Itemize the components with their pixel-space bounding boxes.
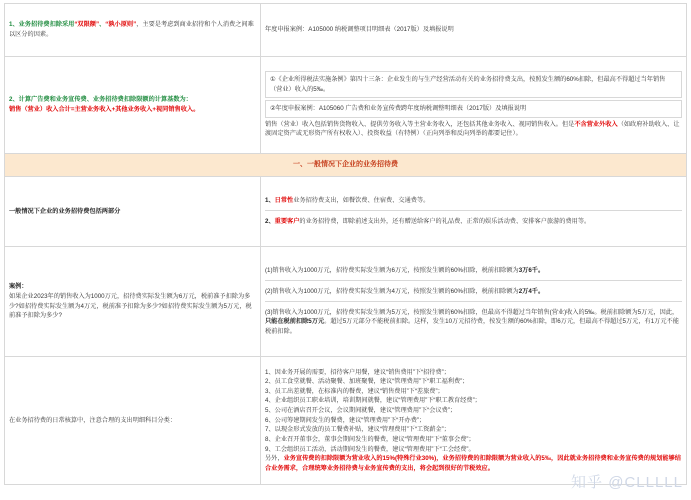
part-2 — [265, 213, 682, 231]
reference-text: ②年度申报案例：A105060 广告费和业务宣传费跨年度纳税调整明细表（2017版）及填报说明 — [265, 100, 682, 118]
highlight: 重要客户 — [274, 218, 300, 225]
highlight: 不含营业外收入 — [574, 120, 618, 128]
list-item: 7、以现金形式发放的员工餐费补贴，建议“管理费用”下“工资薪金”； — [265, 426, 450, 434]
cell-left: 在业务招待费的日常核算中，注意合理的支出明细科目分类： — [5, 357, 261, 485]
text: 销售（营业）收入包括销售货物收入、提供劳务收入等主营业务收入，还包括其他业务收入、视同销售收入。但是 — [265, 120, 575, 128]
item-number: 2、 — [265, 218, 275, 225]
case-label: 案例： — [9, 283, 28, 291]
cell-left — [5, 57, 261, 154]
text: 另外， — [265, 455, 284, 463]
text: 业务招待费支出，如餐饮费、住宿费、交通费等。 — [293, 197, 430, 205]
item-number: 1、 — [9, 21, 19, 29]
list-item: 3、员工出差就餐，在标准内的餐费，建议“销售费用”下“差旅费”； — [265, 387, 444, 395]
list-item: 1、因业务开展的需要，招待客户用餐，建议“销售费用”下“招待费”； — [265, 368, 450, 376]
cell-left — [5, 247, 261, 357]
section-title: 一、一般情况下企业的业务招待费 — [5, 154, 687, 177]
list-item: 2、员工食堂就餐、活动聚餐、加班聚餐，建议“管理费用”下“职工福利费”； — [265, 378, 469, 386]
cell-left: 一般情况下企业的业务招待费包括两部分 — [5, 177, 261, 247]
text: ，主要是考虑到商业招待和个人消费之间难以区分的因素。 — [9, 21, 254, 38]
text: (3)销售收入为1000万元，招待费实际发生额为5万元，按照发生额的60%扣除，但最高不得超过当年销售(营业)收入的5‰。税前扣除额为5万元，因此， — [265, 308, 679, 316]
cell-right — [261, 4, 687, 57]
cell-left — [5, 4, 261, 57]
result: 2万4千。 — [518, 288, 545, 296]
list-item: 4、企业组织员工职业培训，培训期间就餐，建议“管理费用”下“职工教育经费”； — [265, 397, 481, 405]
list-item: 6、公司筹建期间发生的餐费，建议“管理费用”下“开办费”； — [265, 416, 426, 424]
text: 的业务招待费，即除前述支出外，还有赠送给客户的礼品费、正常的娱乐活动费、安排客户旅游的费用等。 — [299, 218, 591, 225]
case-answer-2 — [265, 283, 682, 302]
highlight: “孰小原则” — [105, 21, 137, 29]
case-answer-1 — [265, 262, 682, 281]
case-answer-3 — [265, 304, 682, 341]
row-double-limit — [5, 4, 687, 57]
list-item: 9、工会组织员工活动，活动期间发生的餐费，建议“管理费用”下“工会经费”。 — [265, 445, 475, 453]
list-item: 5、公司在酒店召开会议，会议期间就餐，建议“管理费用”下“会议费”； — [265, 407, 457, 415]
item-number: 1、 — [265, 197, 275, 205]
text: 、 — [99, 21, 106, 29]
text: （如政府补助收入、让渡固定资产或无形资产所有权收入）、投资收益（有特例）（正向列举和反向列举的都要记住）。 — [265, 120, 680, 138]
tax-table — [4, 3, 687, 485]
income-text — [265, 120, 682, 139]
list-item: 8、企业召开董事会，董事会期间发生的餐费，建议“管理费用”下“董事会费”； — [265, 435, 475, 443]
highlight: 日常性 — [274, 197, 294, 205]
formula: 销售（营业）收入合计=主营业务收入+其他业务收入+视同销售收入。 — [9, 106, 200, 113]
text: 业务招待费扣除采用 — [18, 21, 75, 29]
cell-right — [261, 247, 687, 357]
cell-right — [261, 357, 687, 485]
cell-right — [261, 177, 687, 247]
reference-text: 年度申报案例：A105000 纳税调整项目明细表（2017版）及填报说明 — [265, 26, 454, 34]
result: 3万6千。 — [518, 267, 545, 275]
result: 只能在税前扣除5万元 — [265, 318, 325, 326]
highlight: “双限额” — [74, 21, 100, 29]
part-1 — [265, 192, 682, 211]
text: (2)销售收入为1000万元，招待费实际发生额为4万元，按照发生额的60%扣除，税前扣除额为 — [265, 288, 519, 296]
case-text: 如果企业2023年的销售收入为1000万元，招待费实际发生额为6万元，税前准予扣除为多少?如招待费实际发生额为4万元，税前准予扣除为多少?如招待费实际发生额为5万元，税前准予扣除为多少? — [9, 292, 252, 320]
regulation-text: ①《企业所得税法实施条例》第四十三条：企业发生的与生产经营活动有关的业务招待费支出，按照发生额的60%扣除，但最高不得超过当年销售（营业）收入的5‰。 — [265, 71, 682, 98]
row-base — [5, 57, 687, 154]
text: (1)销售收入为1000万元，招待费实际发生额为6万元，按照发生额的60%扣除，税前扣除额为 — [265, 267, 519, 275]
row-accounting — [5, 357, 687, 485]
text: 2、计算广告费和业务宣传费、业务招待费扣除限额的计算基数为： — [9, 96, 192, 104]
row-case — [5, 247, 687, 357]
watermark: 知乎 @CLLLLL — [571, 474, 683, 491]
row-two-parts — [5, 177, 687, 247]
cell-right — [261, 57, 687, 154]
section-header-row — [5, 154, 687, 177]
text: 。超过5万元部分不能税前扣除。这样，发生10万元招待费，按发生额的60%扣除，即6万元，但最高不得超过5万元，有1万元不能税前扣除。 — [265, 318, 679, 335]
highlight: 业务宣传费的扣除限额为营业收入的15%(特殊行业30%)，业务招待费的扣除限额为营业收入的5‰，因此就业务招待费和业务宣传费的规划能够结合业务需求，合理统筹业务招待费与业务宣传费的支出，将会起到很好的节税效应。 — [265, 455, 681, 472]
